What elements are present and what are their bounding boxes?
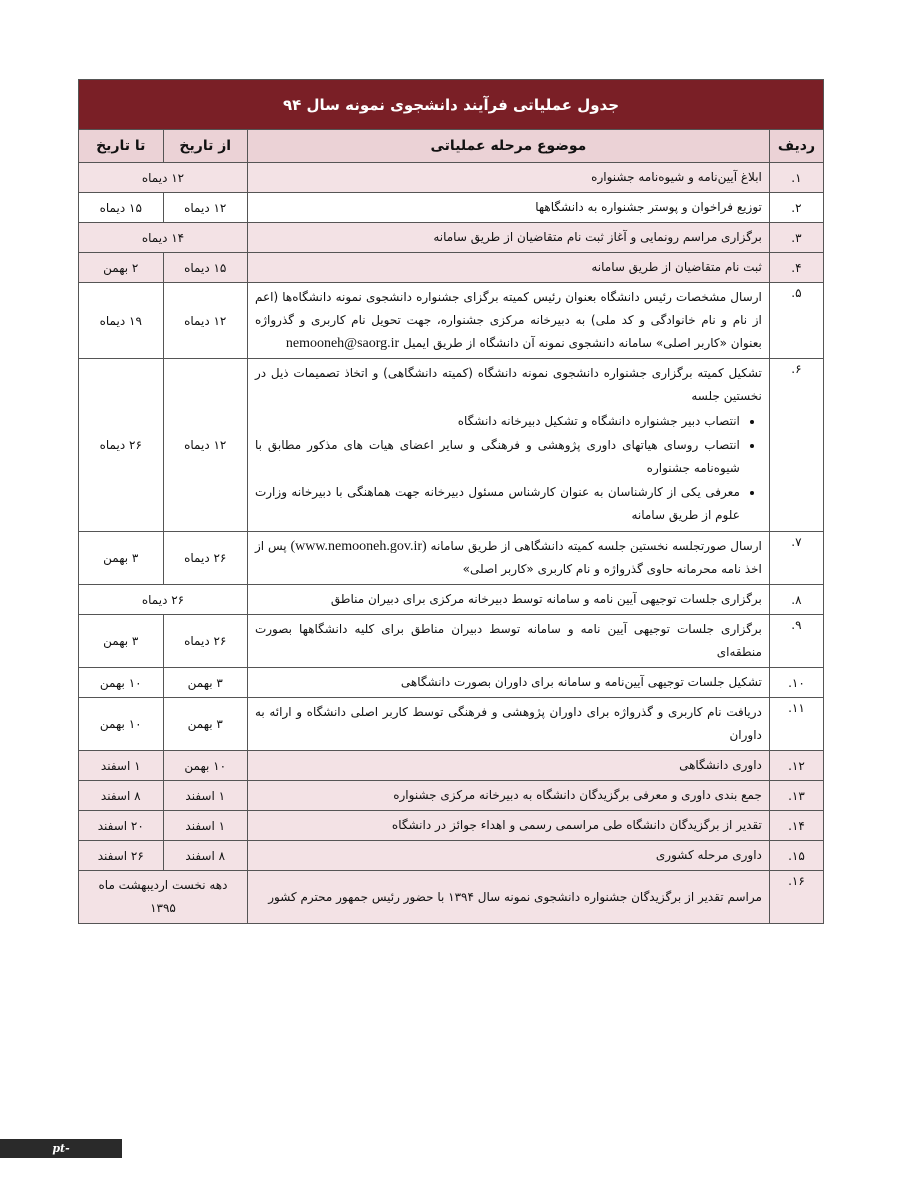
row-to-date: ۳ بهمن (79, 615, 164, 668)
row-topic: دریافت نام کاربری و گذرواژه برای داوران پژوهشی و فرهنگی توسط کاربر اصلی دانشگاه و ارائه به داوران (247, 698, 769, 751)
row-to-date: ۸ اسفند (79, 781, 164, 811)
site-url-badge[interactable]: pt-hamedan.tvu.ac.ir (0, 1139, 122, 1158)
header-to-date: تا تاریخ (79, 130, 164, 163)
row-number: ۱۶. (769, 871, 823, 924)
row-topic (247, 532, 769, 585)
row-topic (247, 359, 769, 532)
row-from-date: ۱۰ بهمن (163, 751, 247, 781)
row-topic-text: تشکیل کمیته برگزاری جشنواره دانشجوی نمونه دانشگاه (کمیته دانشگاهی) و اتخاذ تصمیمات ذیل در نخستین جلسه (254, 366, 762, 403)
row-topic: ابلاغ آیین‌نامه و شیوه‌نامه جشنواره (247, 163, 769, 193)
row-topic: برگزاری جلسات توجیهی آیین نامه و سامانه توسط دبیرخانه مرکزی برای دبیران مناطق (247, 585, 769, 615)
row-topic: توزیع فراخوان و پوستر جشنواره به دانشگاهها (247, 193, 769, 223)
row-from-date: ۱ اسفند (163, 781, 247, 811)
row-topic: داوری دانشگاهی (247, 751, 769, 781)
row-from-date: ۱ اسفند (163, 811, 247, 841)
table-row (79, 359, 824, 532)
row-from-date: ۱۲ دیماه (163, 283, 247, 359)
row-to-date: ۱۹ دیماه (79, 283, 164, 359)
row-from-date: ۱۲ دیماه (163, 359, 247, 532)
email-link[interactable]: nemooneh@saorg.ir (285, 336, 400, 351)
website-link[interactable]: (www.nemooneh.gov.ir) (290, 539, 427, 554)
list-item: • انتصاب دبیر جشنواره دانشگاه و تشکیل دبیرخانه دانشگاه (255, 410, 740, 433)
row-topic: برگزاری مراسم رونمایی و آغاز ثبت نام متقاضیان از طریق سامانه (247, 223, 769, 253)
row-topic: داوری مرحله کشوری (247, 841, 769, 871)
row-number: ۱۵. (769, 841, 823, 871)
table-row (79, 781, 824, 811)
row-topic: تشکیل جلسات توجیهی آیین‌نامه و سامانه برای داوران بصورت دانشگاهی (247, 668, 769, 698)
row-number: ۳. (769, 223, 823, 253)
row-topic: مراسم تقدیر از برگزیدگان جشنواره دانشجوی نمونه سال ۱۳۹۴ با حضور رئیس جمهور محترم کشور (247, 871, 769, 924)
row-number: ۴. (769, 253, 823, 283)
table-row (79, 193, 824, 223)
row-topic (247, 283, 769, 359)
row-number: ۱. (769, 163, 823, 193)
list-item: • انتصاب روسای هیاتهای داوری پژوهشی و فرهنگی و سایر اعضای هیات های مذکور مطابق با شیوه‌نامه جشنواره (255, 434, 740, 480)
row-to-date: ۱۰ بهمن (79, 668, 164, 698)
row-number: ۶. (769, 359, 823, 532)
table-row (79, 698, 824, 751)
list-item: • معرفی یکی از کارشناسان به عنوان کارشناس مسئول دبیرخانه جهت هماهنگی با دبیرخانه وزارت علوم از طریق سامانه (255, 481, 740, 527)
table-row (79, 223, 824, 253)
row-to-date: ۲۰ اسفند (79, 811, 164, 841)
row-topic-text: پس از اخذ نامه محرمانه حاوی گذرواژه و نام کاربری «کاربر اصلی» (254, 539, 762, 576)
table-row (79, 668, 824, 698)
row-from-date: ۱۵ دیماه (163, 253, 247, 283)
table-row (79, 585, 824, 615)
table-row (79, 615, 824, 668)
row-number: ۸. (769, 585, 823, 615)
row-topic-text: ارسال مشخصات رئیس دانشگاه بعنوان رئیس کمیته برگزای جشنواره دانشجوی نمونه دانشگاه‌ها (اعم از نام و نام خانوادگی و کد ملی) به دبیرخانه مرکزی جشنواره، جهت تحویل نام کاربری و گذرواژه بعنوان «کاربر اصلی» سامانه دانشجوی نمونه آن دانشگاه از طریق ایمیل (254, 290, 762, 350)
row-to-date: ۲۶ دیماه (79, 359, 164, 532)
row-number: ۱۲. (769, 751, 823, 781)
header-topic: موضوع مرحله عملیاتی (247, 130, 769, 163)
row-number: ۹. (769, 615, 823, 668)
row-from-date: ۲۶ دیماه (163, 532, 247, 585)
row-topic: ثبت نام متقاضیان از طریق سامانه (247, 253, 769, 283)
row-to-date: ۳ بهمن (79, 532, 164, 585)
row-to-date: ۲ بهمن (79, 253, 164, 283)
table-row (79, 163, 824, 193)
row-date: ۱۲ دیماه (79, 163, 248, 193)
table-row (79, 841, 824, 871)
row-date: ۲۶ دیماه (79, 585, 248, 615)
row-number: ۱۱. (769, 698, 823, 751)
row-from-date: ۲۶ دیماه (163, 615, 247, 668)
table-row (79, 811, 824, 841)
table-row (79, 532, 824, 585)
operations-table (78, 79, 824, 924)
row-topic: تقدیر از برگزیدگان دانشگاه طی مراسمی رسمی و اهداء جوائز در دانشگاه (247, 811, 769, 841)
table-title: جدول عملیاتی فرآیند دانشجوی نمونه سال ۹۴ (79, 80, 824, 130)
row-to-date: ۲۶ اسفند (79, 841, 164, 871)
row-from-date: ۱۲ دیماه (163, 193, 247, 223)
row-topic: جمع بندی داوری و معرفی برگزیدگان دانشگاه به دبیرخانه مرکزی جشنواره (247, 781, 769, 811)
table-row (79, 751, 824, 781)
row-from-date: ۸ اسفند (163, 841, 247, 871)
table-row (79, 283, 824, 359)
row-to-date: ۱ اسفند (79, 751, 164, 781)
row-to-date: ۱۵ دیماه (79, 193, 164, 223)
row-date: ۱۴ دیماه (79, 223, 248, 253)
table-row (79, 253, 824, 283)
row-number: ۵. (769, 283, 823, 359)
row-topic: برگزاری جلسات توجیهی آیین نامه و سامانه توسط دبیران مناطق برای کلیه دانشگاهها بصورت منطقه‌ای (247, 615, 769, 668)
row-date: دهه نخست اردیبهشت ماه ۱۳۹۵ (79, 871, 248, 924)
header-from-date: از تاریخ (163, 130, 247, 163)
row-number: ۲. (769, 193, 823, 223)
decision-list (255, 410, 762, 527)
row-number: ۱۴. (769, 811, 823, 841)
row-from-date: ۳ بهمن (163, 698, 247, 751)
row-from-date: ۳ بهمن (163, 668, 247, 698)
table-row (79, 871, 824, 924)
row-number: ۷. (769, 532, 823, 585)
row-to-date: ۱۰ بهمن (79, 698, 164, 751)
row-topic-text: ارسال صورتجلسه نخستین جلسه کمیته دانشگاهی از طریق سامانه (430, 539, 762, 553)
header-row-number: ردیف (769, 130, 823, 163)
row-number: ۱۳. (769, 781, 823, 811)
row-number: ۱۰. (769, 668, 823, 698)
